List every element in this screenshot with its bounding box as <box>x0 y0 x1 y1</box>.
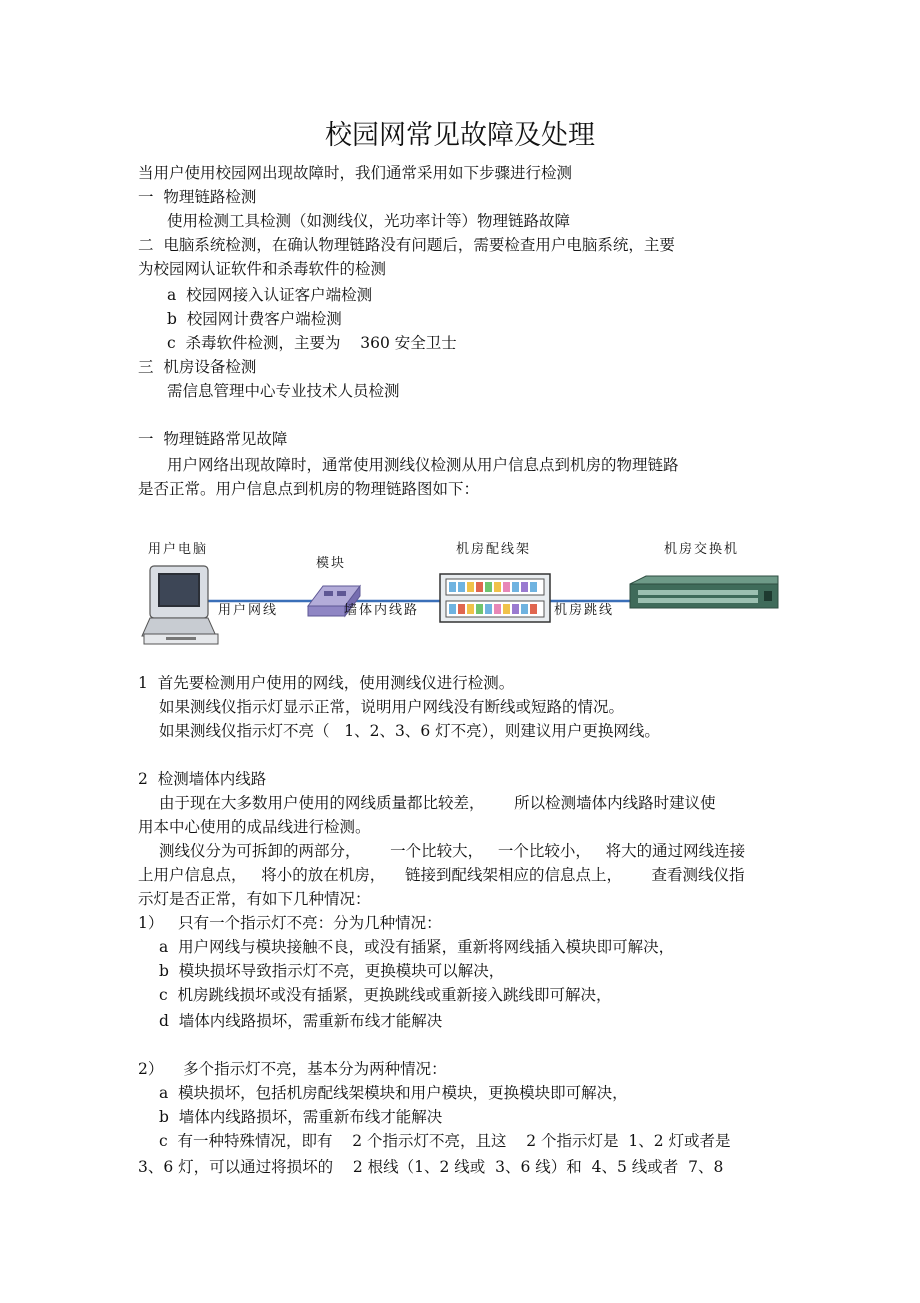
section-3-body: 需信息管理中心专业技术人员检测 <box>167 382 400 400</box>
label-user-pc: 用户电脑 <box>148 542 209 557</box>
patch-panel-icon <box>440 574 550 622</box>
label-switch: 机房交换机 <box>664 542 740 557</box>
section-1-body: 使用检测工具检测（如测线仪，光功率计等）物理链路故障 <box>167 212 571 230</box>
case-1-item-b: b 模块损坏导致指示灯不亮，更换模块可以解决， <box>159 962 505 980</box>
switch-icon <box>630 576 778 608</box>
item-2-line-3: 测线仪分为可拆卸的两部分， 一个比较大， 一个比较小， 将大的通过网线连接 <box>159 842 746 860</box>
label-wall-line: 墙体内线路 <box>344 603 420 618</box>
case-1-item-d: d 墙体内线路损坏，需重新布线才能解决 <box>159 1012 443 1030</box>
part-1-heading: 一 物理链路常见故障 <box>138 430 288 448</box>
section-2-heading: 二 电脑系统检测，在确认物理链路没有问题后，需要检查用户电脑系统，主要 <box>138 236 675 254</box>
case-1-item-a: a 用户网线与模块接触不良，或没有插紧，重新将网线插入模块即可解决， <box>159 938 675 956</box>
label-patch-panel: 机房配线架 <box>456 542 532 557</box>
item-1-line-1: 如果测线仪指示灯显示正常，说明用户网线没有断线或短路的情况。 <box>159 698 625 716</box>
section-3-heading: 三 机房设备检测 <box>138 358 257 376</box>
section-2-item-a: a 校园网接入认证客户端检测 <box>167 286 373 304</box>
case-2-item-c: c 有一种特殊情况，即有 2 个指示灯不亮，且这 2 个指示灯是 1、2 灯或者是 <box>159 1132 731 1150</box>
intro-text: 当用户使用校园网出现故障时，我们通常采用如下步骤进行检测 <box>138 164 573 182</box>
item-2-line-1: 由于现在大多数用户使用的网线质量都比较差， 所以检测墙体内线路时建议使 <box>159 794 716 812</box>
computer-icon <box>142 566 218 644</box>
item-1-line-2: 如果测线仪指示灯不亮（ 1、2、3、6 灯不亮），则建议用户更换网线。 <box>159 722 660 740</box>
document-title: 校园网常见故障及处理 <box>325 120 595 151</box>
label-jumper: 机房跳线 <box>554 603 615 618</box>
section-2-item-c: c 杀毒软件检测，主要为 360 安全卫士 <box>167 334 457 352</box>
case-2-item-a: a 模块损坏，包括机房配线架模块和用户模块，更换模块即可解决， <box>159 1084 628 1102</box>
case-1-item-c: c 机房跳线损坏或没有插紧，更换跳线或重新接入跳线即可解决， <box>159 986 612 1004</box>
case-2-item-c-cont: 3、6 灯，可以通过将损坏的 2 根线（1、2 线或 3、6 线）和 4、5 线或者 7、8 <box>138 1158 724 1176</box>
case-1-heading: 1） 只有一个指示灯不亮：分为几种情况： <box>138 914 442 932</box>
item-1-heading: 1 首先要检测用户使用的网线，使用测线仪进行检测。 <box>138 674 515 692</box>
part-1-line-2: 是否正常。用户信息点到机房的物理链路图如下： <box>138 480 480 498</box>
label-module: 模块 <box>316 556 347 571</box>
section-1-heading: 一 物理链路检测 <box>138 188 257 206</box>
section-2-heading-cont: 为校园网认证软件和杀毒软件的检测 <box>138 260 387 278</box>
case-2-heading: 2） 多个指示灯不亮，基本分为两种情况： <box>138 1060 447 1078</box>
label-user-cable: 用户网线 <box>218 603 279 618</box>
case-2-item-b: b 墙体内线路损坏，需重新布线才能解决 <box>159 1108 443 1126</box>
item-2-line-5: 示灯是否正常，有如下几种情况： <box>138 890 371 908</box>
section-2-item-b: b 校园网计费客户端检测 <box>167 310 342 328</box>
item-2-line-2: 用本中心使用的成品线进行检测。 <box>138 818 371 836</box>
part-1-line-1: 用户网络出现故障时，通常使用测线仪检测从用户信息点到机房的物理链路 <box>167 456 679 474</box>
physical-link-diagram <box>138 536 788 660</box>
item-2-line-4: 上用户信息点， 将小的放在机房， 链接到配线架相应的信息点上， 查看测线仪指 <box>138 866 745 884</box>
item-2-heading: 2 检测墙体内线路 <box>138 770 267 788</box>
